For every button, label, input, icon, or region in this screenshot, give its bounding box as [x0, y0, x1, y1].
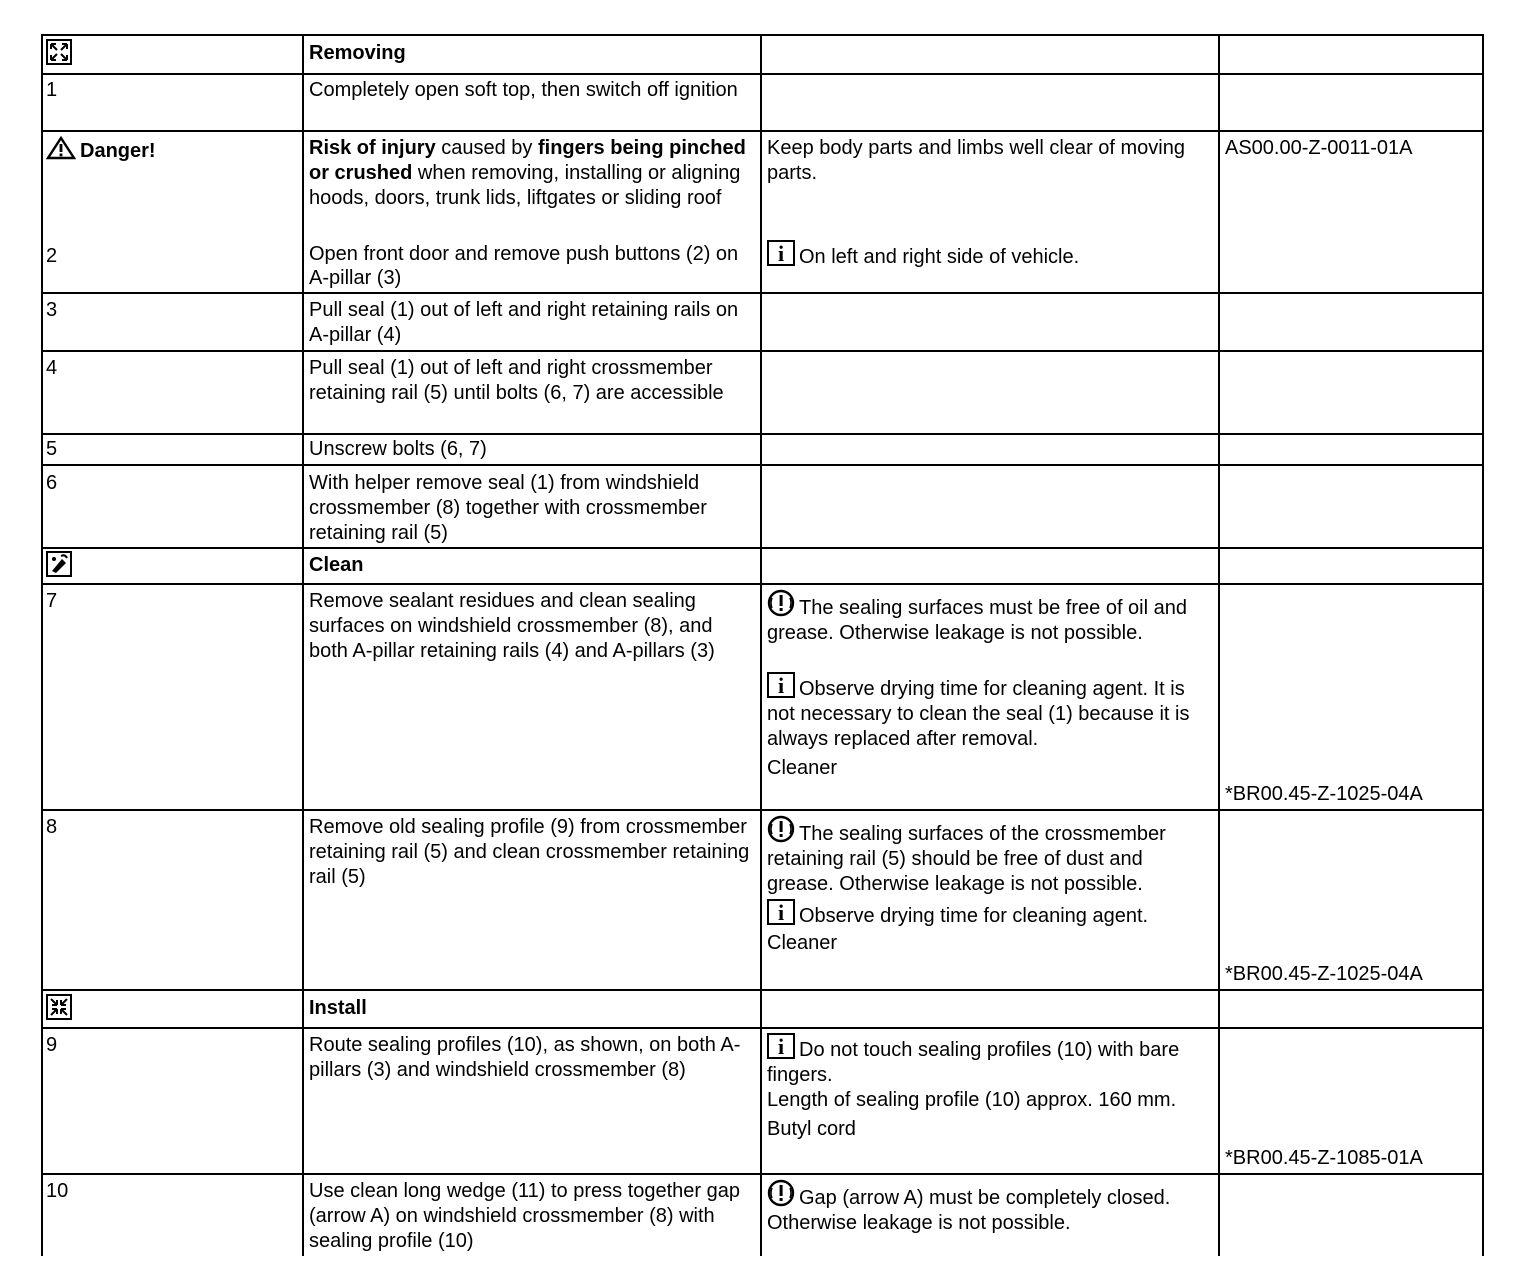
step-number: 10: [46, 1180, 69, 1202]
info-text: Do not touch sealing profiles (10) with bare fingers.: [767, 1039, 1180, 1086]
danger-reference[interactable]: AS00.00-Z-0011-01A: [1225, 137, 1413, 159]
step-number: 4: [46, 357, 58, 379]
info-icon: [767, 899, 795, 925]
danger-text-bold-1: Risk of injury: [309, 137, 436, 159]
note-text: On left and right side of vehicle.: [799, 246, 1080, 268]
step-text: Completely open soft top, then switch off ignition: [309, 79, 738, 101]
step-text: Unscrew bolts (6, 7): [309, 438, 487, 460]
material-reference[interactable]: *BR00.45-Z-1085-01A: [1225, 1147, 1423, 1169]
section-icon-cell: [43, 991, 301, 1027]
ref-cell: [1219, 811, 1481, 989]
svg-text:i: i: [777, 1034, 785, 1059]
section-title-removing: Removing: [309, 42, 406, 64]
step-text: Remove sealant residues and clean sealing surfaces on windshield crossmember (8), and both A-pillar retaining rails (4) and A-pillars (3): [309, 590, 715, 662]
step-text: Open front door and remove push buttons (2) on A-pillar (3): [309, 243, 739, 289]
step-number: 9: [46, 1034, 58, 1056]
removal-icon: [46, 39, 72, 65]
column-border: [1482, 34, 1484, 1256]
danger-text-mid: caused by: [435, 137, 538, 159]
danger-note: Keep body parts and limbs well clear of moving parts.: [767, 137, 1185, 184]
step-number: 6: [46, 472, 58, 494]
step-number: 8: [46, 816, 58, 838]
step-number: 1: [46, 79, 58, 101]
step-text: Pull seal (1) out of left and right retaining rails on A-pillar (4): [309, 299, 739, 346]
section-title-clean: Clean: [309, 554, 364, 576]
step-text: With helper remove seal (1) from windshield crossmember (8) together with crossmember retaining rail (5): [309, 472, 707, 544]
step-notes: [761, 811, 1217, 989]
step-number: 3: [46, 299, 58, 321]
step-notes: [761, 1175, 1217, 1255]
step-number: 5: [46, 438, 58, 460]
svg-text:i: i: [777, 241, 785, 266]
danger-text: [303, 132, 759, 240]
step-text: Pull seal (1) out of left and right crossmember retaining rail (5) until bolts (6, 7) are accessible: [309, 357, 724, 404]
danger-text-bold-2: fingers being pinched or crushed: [309, 137, 746, 184]
section-icon-cell: [43, 36, 301, 74]
caution-icon: [767, 1179, 795, 1207]
info-icon: [767, 1033, 795, 1059]
cleaning-icon: [46, 551, 72, 577]
ref-cell: [1219, 1029, 1481, 1173]
step-text: Route sealing profiles (10), as shown, on both A-pillars (3) and windshield crossmember (8): [309, 1034, 741, 1081]
warning-triangle-icon: [46, 136, 76, 160]
danger-label-cell: [43, 132, 301, 232]
caution-text: Gap (arrow A) must be completely closed. Otherwise leakage is not possible.: [767, 1187, 1171, 1234]
svg-text:i: i: [777, 673, 785, 698]
step-text: Remove old sealing profile (9) from crossmember retaining rail (5) and clean crossmember retaining rail (5): [309, 816, 750, 888]
danger-text-rest: when removing, installing or aligning hoods, doors, trunk lids, liftgates or sliding roof: [309, 162, 741, 209]
info-text: Observe drying time for cleaning agent.: [799, 905, 1149, 927]
material-name: Cleaner: [767, 757, 838, 779]
info-icon: [767, 672, 795, 698]
step-notes: [761, 1029, 1217, 1173]
step-note: [761, 236, 1217, 292]
step-number: 7: [46, 590, 58, 612]
installation-icon: [46, 994, 72, 1020]
material-name: Butyl cord: [767, 1118, 856, 1140]
section-icon-cell: [43, 549, 301, 583]
step-notes: [761, 585, 1217, 809]
step-number: 2: [46, 245, 58, 267]
caution-text: The sealing surfaces of the crossmember retaining rail (5) should be free of dust and grease. Otherwise leakage is not possible.: [767, 823, 1166, 895]
step-text: Use clean long wedge (11) to press together gap (arrow A) on windshield crossmember (8) with sealing profile (10): [309, 1180, 741, 1252]
material-reference[interactable]: *BR00.45-Z-1025-04A: [1225, 783, 1423, 805]
ref-cell: [1219, 585, 1481, 809]
section-title-install: Install: [309, 997, 367, 1019]
caution-text: The sealing surfaces must be free of oil and grease. Otherwise leakage is not possible.: [767, 597, 1187, 644]
caution-icon: [767, 815, 795, 843]
info-text: Observe drying time for cleaning agent. It is not necessary to clean the seal (1) because it is always replaced after removal.: [767, 678, 1190, 750]
info-icon: [767, 240, 795, 266]
caution-icon: [767, 589, 795, 617]
material-name: Cleaner: [767, 932, 838, 954]
info-length-text: Length of sealing profile (10) approx. 160 mm.: [767, 1089, 1177, 1111]
material-reference[interactable]: *BR00.45-Z-1025-04A: [1225, 963, 1423, 985]
danger-label: Danger!: [80, 140, 156, 162]
svg-text:i: i: [777, 900, 785, 925]
